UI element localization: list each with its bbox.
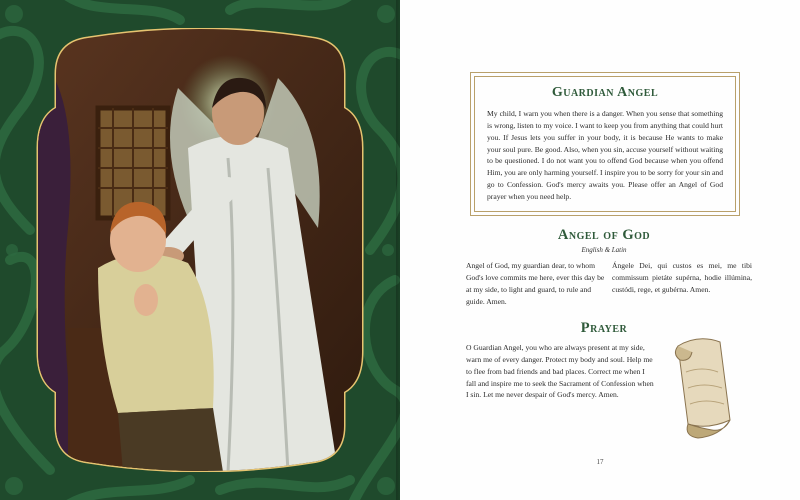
guardian-angel-box: [470, 72, 740, 216]
scroll-icon: [668, 332, 742, 442]
prayer-text: O Guardian Angel, you who are always present at my side, warn me of every danger. Protect my body and soul. Help me to flee from bad friends and bad places. Correct me when I fall and inspire me to seek the Sacrament of Confession when I sin. Let me never despair of God's mercy. Amen.: [466, 343, 654, 400]
angel-of-god-subtitle: English & Latin: [581, 246, 627, 254]
guardian-angel-title: Guardian Angel: [551, 85, 659, 100]
guardian-angel-text: My child, I warn you when there is a danger. When you sense that something is wrong, listen to my voice. I want to keep you from anything that could hurt you. If Jesus lets you suffer in your body, it is because He wants to make your soul pure. Be good. Also, when you sin, accuse yourself without waiting to be questioned. I do not want you to offend God because when you offend Him, you are only harming yourself. I inspire you to be sorry for your sin and go to Confession. God's mercy awaits you. Please offer an Angel of God prayer when you need help.: [487, 109, 723, 201]
angel-of-god-english: Angel of God, my guardian dear, to whom God's love commits me here, ever this day be at my side, to light and guard, to rule and guide. Amen.: [466, 261, 605, 306]
prayer-title: Prayer: [580, 320, 628, 336]
right-page: [400, 0, 800, 500]
page-number: 17: [596, 458, 604, 466]
angel-and-boy-illustration: [28, 28, 372, 472]
angel-of-god-latin: Ángele Dei, qui custos es mei, me tibi commissum pietáte supérna, hodie illúmina, custódi, rege, et gubérna. Amen.: [612, 261, 752, 294]
angel-of-god-title: Angel of God: [557, 227, 651, 243]
